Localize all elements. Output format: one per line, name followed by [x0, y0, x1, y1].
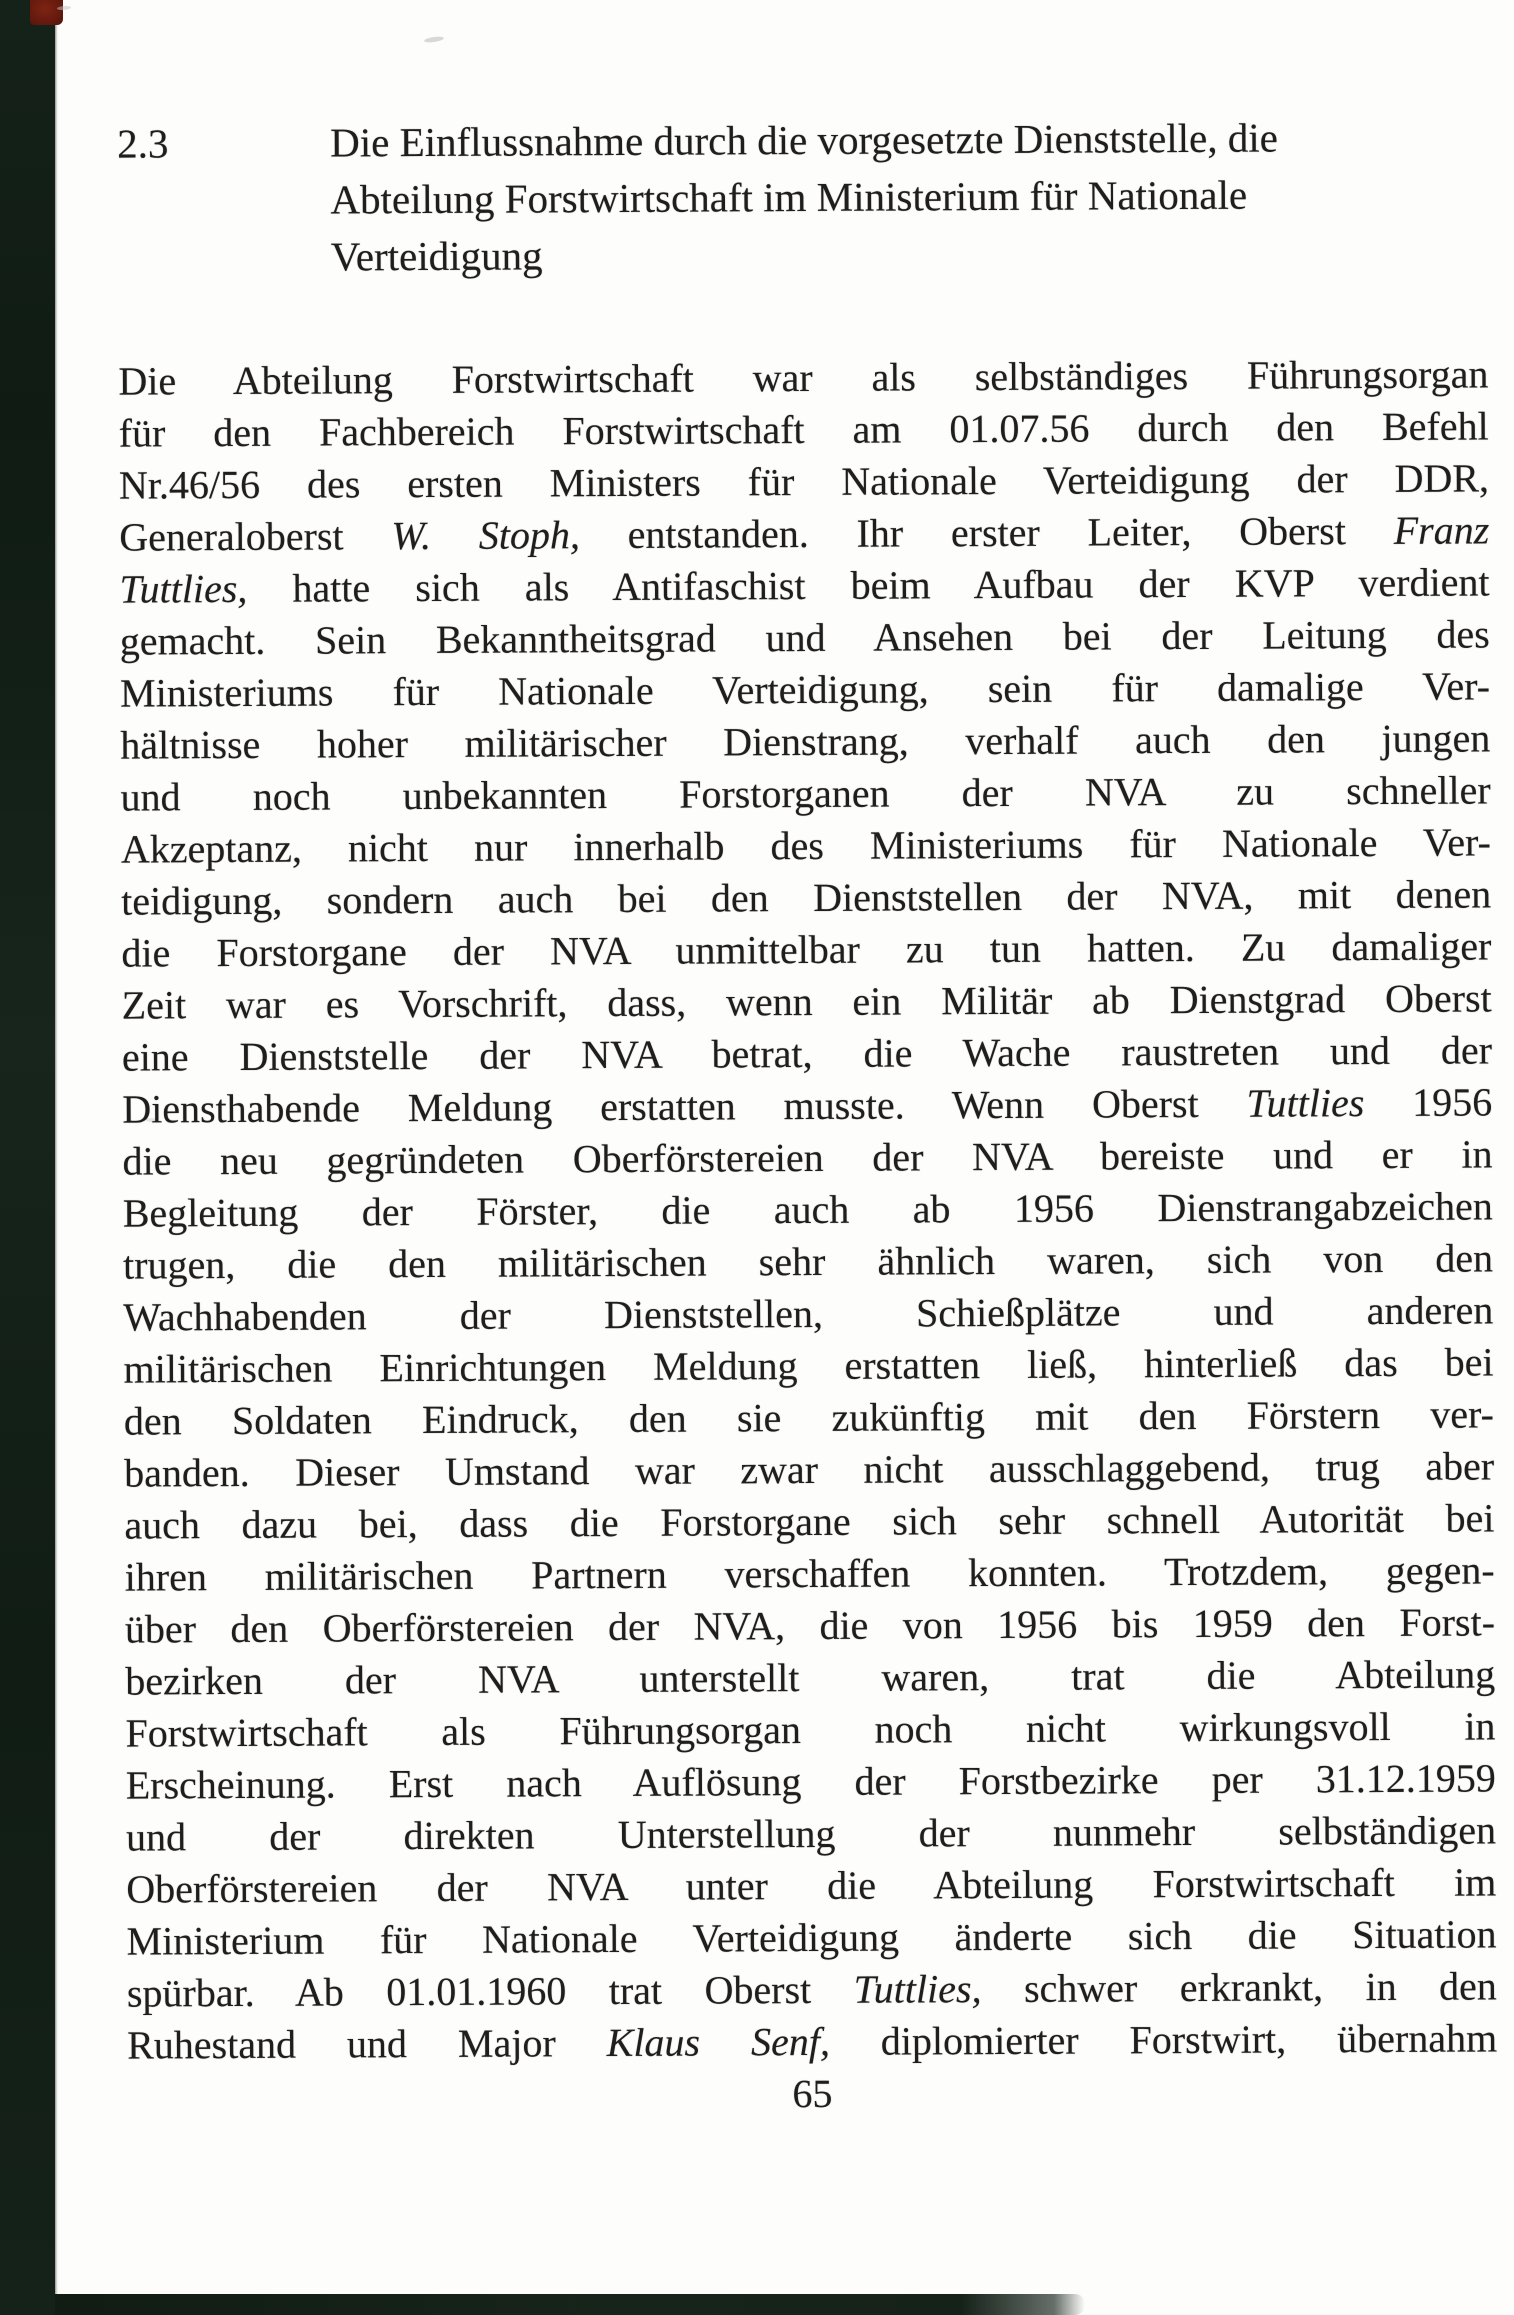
text-line: Forstwirtschaft als Führungsorgan noch nicht wirkungsvoll in [125, 1703, 1496, 1756]
text-line: Ministeriums für Nationale Verteidigung, sein für damalige Ver- [119, 663, 1491, 716]
text-line: ihren militärischen Partnern verschaffen konnten. Trotzdem, gegen- [124, 1547, 1495, 1600]
text-line: auch dazu bei, dass die Forstorgane sich sehr schnell Autorität bei [124, 1495, 1495, 1548]
text-line: teidigung, sondern auch bei den Dienststellen der NVA, mit denen [121, 871, 1492, 924]
text-line: und der direkten Unterstellung der nunmehr selbständigen [125, 1807, 1497, 1860]
text-line: trugen, die den militärischen sehr ähnlich waren, sich von den [122, 1235, 1494, 1288]
text-line: spürbar. Ab 01.01.1960 trat Oberst Tuttlies, schwer erkrankt, in den [126, 1963, 1497, 2016]
text-line: für den Fachbereich Forstwirtschaft am 01.07.56 durch den Befehl [118, 403, 1489, 456]
heading-title-line: Verteidigung [330, 232, 543, 280]
scan-red-mark [30, 0, 63, 25]
scan-speck [57, 5, 71, 10]
text-line: die Forstorgane der NVA unmittelbar zu tun hatten. Zu damaliger [121, 923, 1492, 976]
text-line: Nr.46/56 des ersten Ministers für Nationale Verteidigung der DDR, [118, 455, 1490, 508]
text-line: und noch unbekannten Forstorganen der NVA zu schneller [120, 767, 1491, 820]
text-line: bezirken der NVA unterstellt waren, trat die Abteilung [125, 1651, 1496, 1704]
text-line: hältnisse hoher militärischer Dienstrang, verhalf auch den jungen [120, 715, 1491, 768]
text-line: die neu gegründeten Oberförstereien der NVA bereiste und er in [122, 1131, 1493, 1184]
heading-title-line: Die Einflussnahme durch die vorgesetzte Dienststelle, die [330, 114, 1278, 166]
scan-edge-left-bar [0, 0, 55, 2315]
page-number: 65 [792, 2070, 833, 2117]
section-number: 2.3 [117, 120, 169, 167]
text-line: Tuttlies, hatte sich als Antifaschist beim Aufbau der KVP verdient [119, 559, 1490, 612]
heading-title-line: Abteilung Forstwirtschaft im Ministerium für Nationale [330, 171, 1248, 223]
text-line: Akzeptanz, nicht nur innerhalb des Ministeriums für Nationale Ver- [120, 819, 1491, 872]
text-line: Ministerium für Nationale Verteidigung änderte sich die Situation [126, 1911, 1497, 1964]
text-line: Generaloberst W. Stoph, entstanden. Ihr erster Leiter, Oberst Franz [119, 507, 1490, 560]
text-line: Begleitung der Förster, die auch ab 1956 Dienstrangabzeichen [122, 1183, 1493, 1236]
text-line: über den Oberförstereien der NVA, die von 1956 bis 1959 den Forst- [124, 1599, 1496, 1652]
text-line: Erscheinung. Erst nach Auflösung der Forstbezirke per 31.12.1959 [125, 1755, 1496, 1808]
text-line: Diensthabende Meldung erstatten musste. Wenn Oberst Tuttlies 1956 [122, 1079, 1493, 1132]
text-line: Ruhestand und Major Klaus Senf, diplomierter Forstwirt, übernahm [127, 2015, 1498, 2068]
text-line: Die Abteilung Forstwirtschaft war als selbständiges Führungsorgan [118, 351, 1489, 404]
text-line: Zeit war es Vorschrift, dass, wenn ein Militär ab Dienstgrad Oberst [121, 975, 1492, 1028]
text-line: Wachhabenden der Dienststellen, Schießplätze und anderen [123, 1287, 1494, 1340]
section-heading [117, 108, 1488, 286]
text-line: eine Dienststelle der NVA betrat, die Wache raustreten und der [121, 1027, 1493, 1080]
text-line: den Soldaten Eindruck, den sie zukünftig mit den Förstern ver- [123, 1391, 1494, 1444]
text-line: militärischen Einrichtungen Meldung erstatten ließ, hinterließ das bei [123, 1339, 1494, 1392]
scan-edge-bottom-bar [55, 2294, 1085, 2315]
page-content [116, 0, 1497, 2124]
text-line: Oberförstereien der NVA unter die Abteilung Forstwirtschaft im [126, 1859, 1497, 1912]
body-paragraph [118, 348, 1497, 2071]
text-line: gemacht. Sein Bekanntheitsgrad und Ansehen bei der Leitung des [119, 611, 1490, 664]
section-title [330, 108, 1488, 285]
text-line: banden. Dieser Umstand war zwar nicht ausschlaggebend, trug aber [124, 1443, 1495, 1496]
